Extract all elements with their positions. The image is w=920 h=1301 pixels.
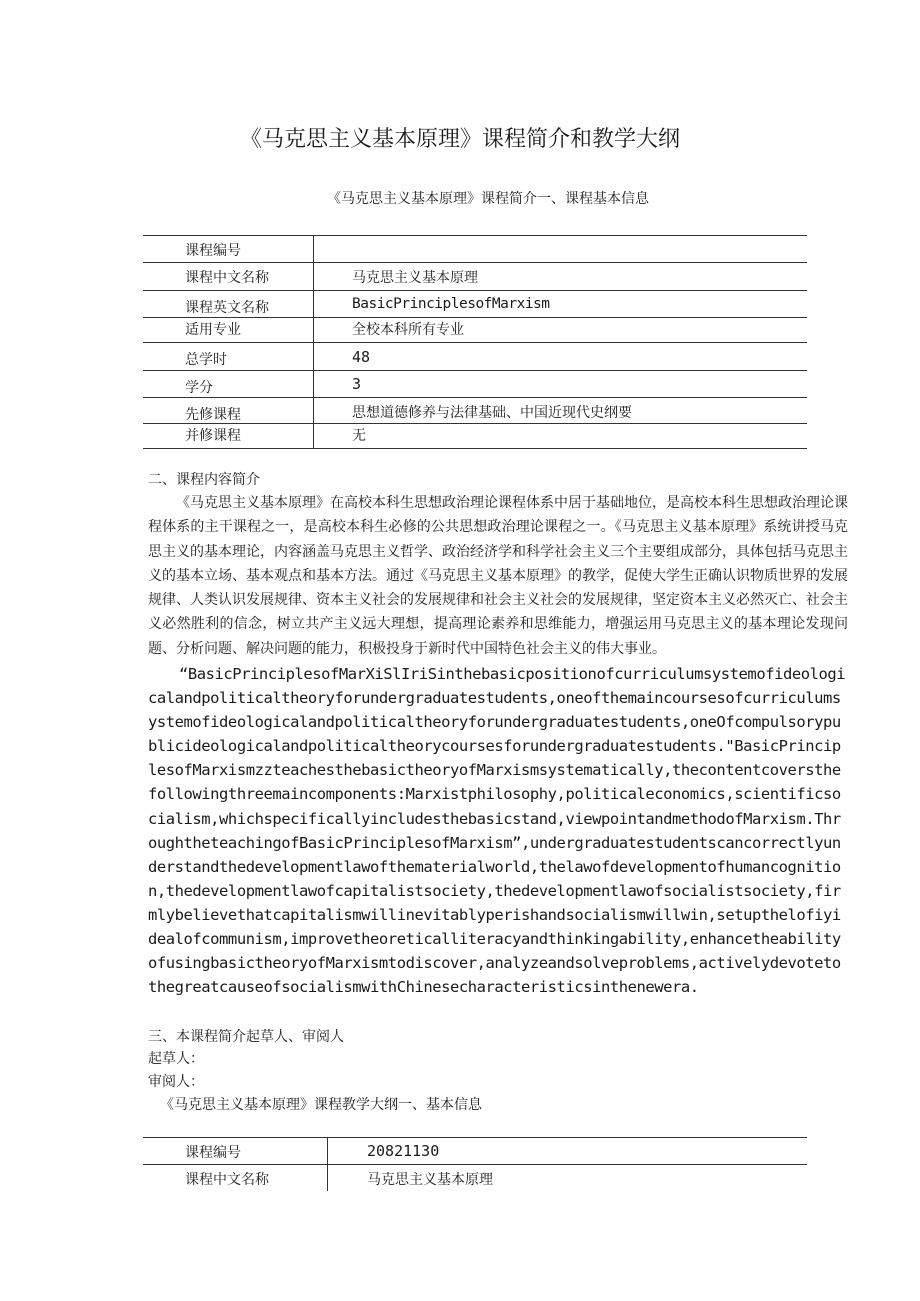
- table-row: [143, 342, 807, 370]
- column-divider: [313, 263, 314, 290]
- column-divider: [313, 371, 314, 397]
- table-row: [143, 262, 807, 290]
- row-value: 思想道德修养与法律基础、中国近现代史纲要: [352, 405, 632, 421]
- column-divider: [327, 1138, 328, 1164]
- table-row: [143, 370, 807, 397]
- table-row: [143, 235, 807, 262]
- table-row: [143, 1137, 807, 1164]
- column-divider: [313, 343, 314, 370]
- row-label: 课程中文名称: [185, 1172, 269, 1188]
- table-row: [143, 1164, 807, 1191]
- row-value: 马克思主义基本原理: [352, 270, 478, 286]
- content-paragraph-en: “BasicPrinciplesofMarXiSlIriSinthebasicpositionofcurriculumsystemofideologicalandpoliticaltheoryforundergraduatestudents,oneofthemaincoursesofcurriculumsystemofideologicalandpoliticaltheoryforundergraduatestudents,oneOfcompulsorypublicideologicalandpoliticaltheorycoursesforundergraduatestudents."BasicPrinciplesofMarxismzzteachesthebasictheoryofMarxismsystematically,thecontentcoversthefollowingthreemaincomponents:Marxistphilosophy,politicaleconomics,scientificsocialism,whichspecificallyincludesthebasicstand,viewpointandmethodofMarxism.ThroughtheteachingofBasicPrinciplesofMarxism”,undergraduatestudentscancorrectlyunderstandthedevelopmentlawofthematerialworld,thelawofdevelopmentofhumancognition,thedevelopmentlawofcapitalistsociety,thedevelopmentlawofsocialistsociety,firmlybelievethatcapitalismwillinevitablyperishandsocialismwillwin,setupthelofiyidealofcommunism,improvetheoreticalliteracyandthinkingability,enhancetheabilityofusingbasictheoryofMarxismtodiscover,analyzeandsolveproblems,activelydevotetothegreatcauseofsocialismwithChinesecharacteristicsinthenewera.: [148, 665, 846, 997]
- column-divider: [313, 424, 314, 448]
- syllabus-info-table: [143, 1137, 807, 1191]
- row-label: 课程中文名称: [185, 270, 269, 286]
- table-row: [143, 290, 807, 317]
- row-value: 48: [352, 348, 371, 366]
- column-divider: [313, 318, 314, 342]
- row-value: 3: [352, 375, 362, 393]
- column-divider: [313, 291, 314, 317]
- section-heading-authors: 三、本课程简介起草人、审阅人: [148, 1029, 344, 1045]
- row-value: BasicPrinciplesofMarxism: [352, 296, 550, 312]
- column-divider: [313, 398, 314, 423]
- page-title: 《马克思主义基本原理》课程简介和教学大纲: [239, 127, 680, 152]
- row-value: 马克思主义基本原理: [367, 1172, 493, 1188]
- column-divider: [313, 236, 314, 262]
- row-value: 20821130: [367, 1142, 440, 1160]
- drafter-label: 起草人：: [148, 1051, 204, 1067]
- syllabus-heading: 《马克思主义基本原理》课程教学大纲一、基本信息: [160, 1097, 482, 1113]
- row-value: 无: [352, 428, 366, 444]
- intro-subtitle: 《马克思主义基本原理》课程简介一、课程基本信息: [327, 191, 649, 207]
- row-label: 总学时: [185, 352, 227, 368]
- content-paragraph-cn: 《马克思主义基本原理》在高校本科生思想政治理论课程体系中居于基础地位，是高校本科生思想政治理论课程体系的主干课程之一，是高校本科生必修的公共思想政治理论课程之一。《马克思主义基本原理》系统讲授马克思主义的基本理论，内容涵盖马克思主义哲学、政治经济学和科学社会主义三个主要组成部分，具体包括马克思主义的基本立场、基本观点和基本方法。通过《马克思主义基本原理》的教学，促使大学生正确认识物质世界的发展规律、人类认识发展规律、资本主义社会的发展规律和社会主义社会的发展规律，坚定资本主义必然灭亡、社会主义必然胜利的信念，树立共产主义远大理想，提高理论素养和思维能力，增强运用马克思主义的基本理论发现问题、分析问题、解决问题的能力，积极投身于新时代中国特色社会主义的伟大事业。: [148, 495, 848, 657]
- row-label: 课程编号: [185, 243, 241, 259]
- row-label: 课程英文名称: [185, 300, 269, 316]
- table-row: [143, 423, 807, 449]
- column-divider: [327, 1165, 328, 1191]
- row-label: 先修课程: [185, 407, 241, 423]
- row-label: 课程编号: [185, 1145, 241, 1161]
- row-value: 全校本科所有专业: [352, 322, 464, 338]
- table-row: [143, 317, 807, 342]
- section-heading-content: 二、课程内容简介: [148, 472, 260, 488]
- row-label: 并修课程: [185, 428, 241, 444]
- row-label: 适用专业: [185, 322, 241, 338]
- table-row: [143, 397, 807, 423]
- reviewer-label: 审阅人：: [148, 1074, 204, 1090]
- course-info-table: [143, 235, 807, 449]
- row-label: 学分: [185, 380, 213, 396]
